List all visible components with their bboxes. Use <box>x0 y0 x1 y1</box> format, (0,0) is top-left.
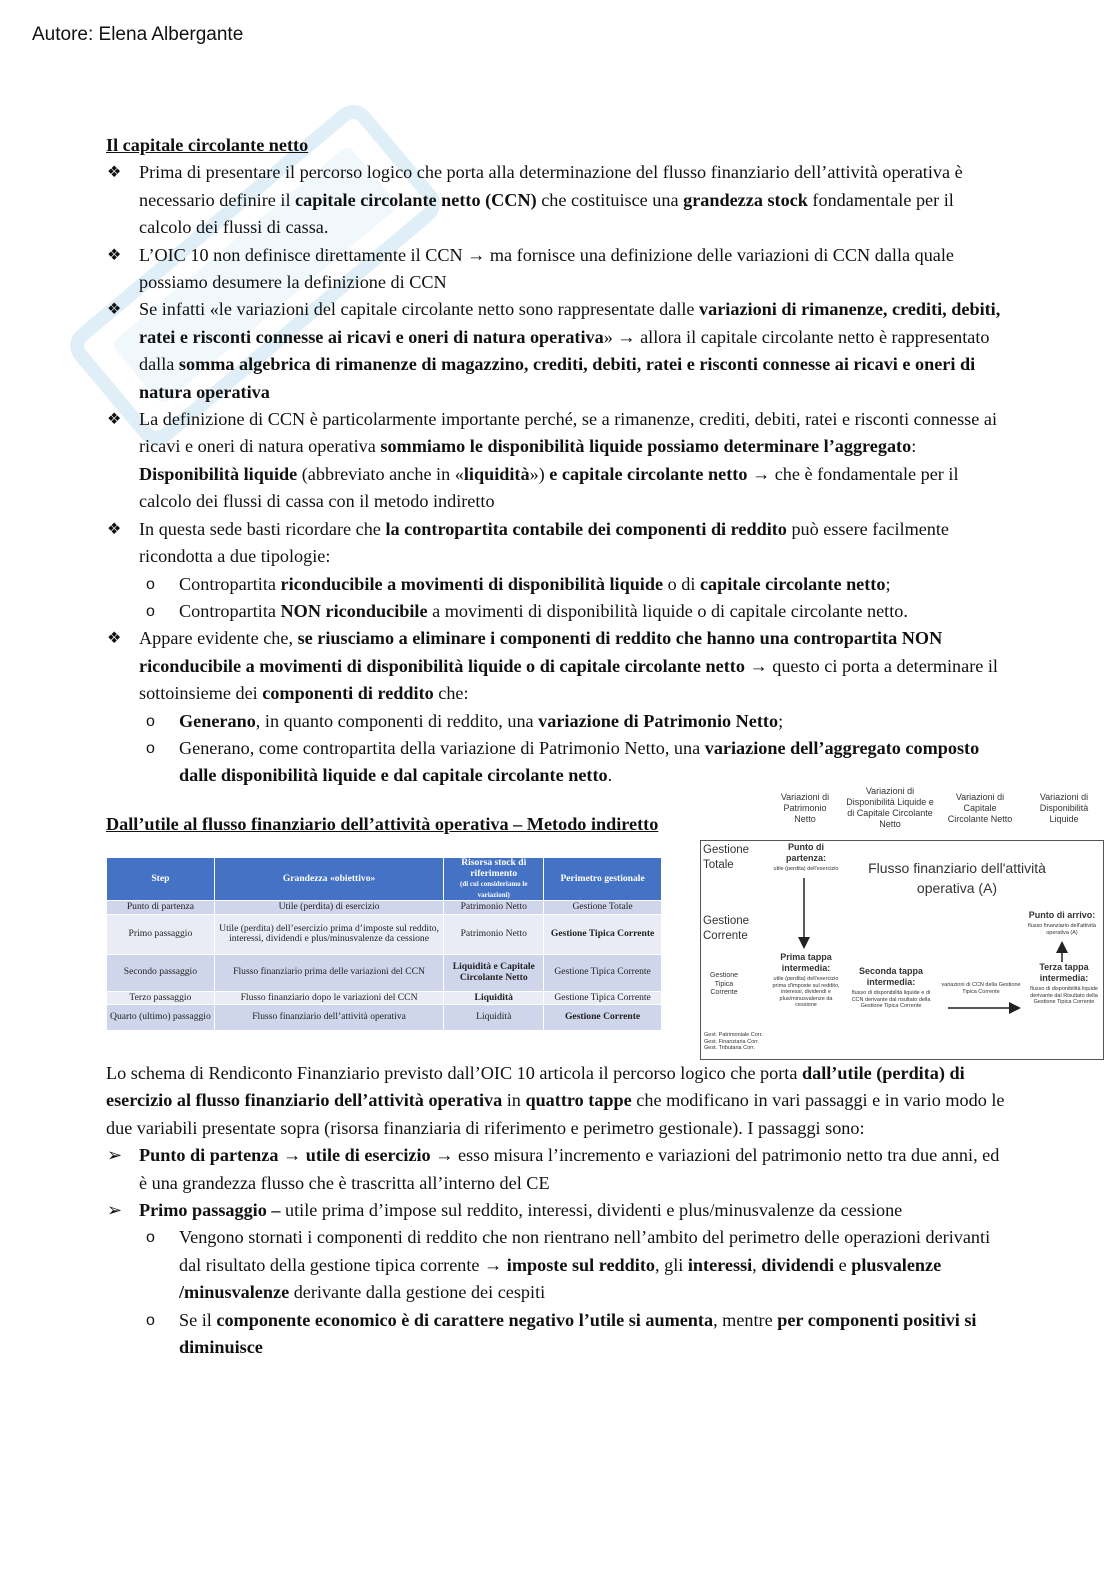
table-row: Secondo passaggio Flusso finanziario prima delle variazioni del CCN Liquidità e Capitale Circolante Netto Gestione Tipica Corrente <box>107 954 662 991</box>
steps-table <box>106 857 662 1031</box>
sub-item: o Vengono stornati i componenti di reddito che non rientrano nell’ambito del perimetro delle operazioni derivanti dal risultato della gestione tipica corrente → imposte sul reddito, gli interessi, dividendi e plusvalenze /minusvalenze derivante dalla gestione dei cespiti <box>139 1224 1006 1306</box>
flow-diagram <box>700 786 1104 1060</box>
diagram-title: Flusso finanziario dell'attività operativa (A) <box>868 860 1046 896</box>
sub-item: o Contropartita NON riconducibile a movimenti di disponibilità liquide o di capitale circolante netto. <box>139 598 1006 625</box>
var-ccn-label: variazioni di CCN della Gestione Tipica Corrente <box>941 982 1021 995</box>
step-item: ➢ Punto di partenza → utile di esercizio → esso misura l’incremento e variazioni del patrimonio netto tra due anni, ed è una grandezza flusso che è trascritta all’interno del CE <box>106 1142 1006 1197</box>
sub-list <box>139 1224 1006 1361</box>
diagram-col-header: Variazioni di Capitale Circolante Netto <box>947 792 1013 824</box>
diagram-col-header: Variazioni di Disponibilità Liquide <box>1039 792 1089 824</box>
table-row: Primo passaggio Utile (perdita) dell’esercizio prima d’imposte sul reddito, interessi, dividendi e plus/minusvalenze da cessione Patrimonio Netto Gestione Tipica Corrente <box>107 914 662 954</box>
sub-item: o Contropartita riconducibile a movimenti di disponibilità liquide o di capitale circolante netto; <box>139 571 1006 598</box>
gtc-label: Gestione Tipica Corrente <box>709 972 739 996</box>
section-passaggi <box>106 1060 1006 1361</box>
third-step-title: Terza tappa intermedia: <box>1039 962 1089 983</box>
other-gestioni: Gest. Patrimoniale Corr. Gest. Finanziaria Corr. Gest. Tributaria Corr. <box>704 1032 763 1051</box>
sub-item: o Generano, come contropartita della variazione di Patrimonio Netto, una variazione dell’aggregato composto dalle disponibilità liquide e dal capitale circolante netto. <box>139 735 1006 790</box>
bullet-item: ❖ Se infatti «le variazioni del capitale circolante netto sono rappresentate dalle variazioni di rimanenze, crediti, debiti, ratei e risconti connesse ai ricavi e oneri di natura operativa» → allora il capitale circolante netto è rappresentato dalla somma algebrica di rimanenze di magazzino, crediti, debiti, ratei e risconti connesse ai ricavi e oneri di natura operativa <box>106 296 1006 406</box>
start-title: Punto di partenza: <box>785 842 826 863</box>
diagram-arrows <box>700 786 1104 1060</box>
table-row: Terzo passaggio Flusso finanziario dopo le variazioni del CCN Liquidità Gestione Tipica Corrente <box>107 991 662 1005</box>
table-header-row <box>107 858 662 901</box>
table-row: Quarto (ultimo) passaggio Flusso finanziario dell’attività operativa Liquidità Gestione Corrente <box>107 1005 662 1031</box>
end-sub: flusso finanziario dell'attività operativa (A) <box>1027 923 1096 936</box>
diagram-col-header: Variazioni di Patrimonio Netto <box>780 792 830 824</box>
first-step-title: Prima tappa intermedia: <box>780 952 832 973</box>
header-risorsa: Risorsa stock di riferimento (di cui consideriamo le variazioni) <box>444 858 544 901</box>
second-step-sub: flusso di disponibilità liquide e di CCN derivante dal risultato della Gestione Tipica Corrente <box>851 990 931 1009</box>
bullet-item: ❖ Prima di presentare il percorso logico che porta alla determinazione del flusso finanziario dell’attività operativa è necessario definire il capitale circolante netto (CCN) che costituisce una grandezza stock fondamentale per il calcolo dei flussi di cassa. <box>106 159 1006 241</box>
sub-item: o Se il componente economico è di carattere negativo l’utile si aumenta, mentre per componenti positivi si diminuisce <box>139 1307 1006 1362</box>
end-title: Punto di arrivo: <box>1028 910 1096 920</box>
step-item: ➢ Primo passaggio – utile prima d’impose sul reddito, interessi, dividenti e plus/minusvalenze da cessione o Vengono stornati i componenti di reddito che non rientrano nell’ambito del perimetro delle operazioni derivanti dal risultato della gestione tipica corrente → imposte sul reddito, gli interessi, dividendi e plusvalenze /minusvalenze derivante dalla gestione dei cespiti o Se il componente economico è di carattere negativo l’utile si aumenta, mentre per componenti positivi si diminuisce <box>106 1197 1006 1361</box>
sub-list <box>139 708 1006 790</box>
sub-item: o Generano, in quanto componenti di reddito, una variazione di Patrimonio Netto; <box>139 708 1006 735</box>
first-step-sub: utile (perdita) dell'esercizio prima d'imposte sul reddito, interessi, dividendi e plus/minusvalenze da cessione <box>772 976 840 1008</box>
bullet-item: ❖ La definizione di CCN è particolarmente importante perché, se a rimanenze, crediti, debiti, ratei e risconti connesse ai ricavi e oneri di natura operativa sommiamo le disponibilità liquide possiamo determinare l’aggregato: Disponibilità liquide (abbreviato anche in «liquidità») e capitale circolante netto → che è fondamentale per il calcolo dei flussi di cassa con il metodo indiretto <box>106 406 1006 516</box>
diagram-row-label: Gestione Corrente <box>703 915 750 942</box>
author-line: Autore: Elena Albergante <box>32 24 244 45</box>
bullet-item: ❖ Appare evidente che, se riusciamo a eliminare i componenti di reddito che hanno una contropartita NON riconducibile a movimenti di disponibilità liquide o di capitale circolante netto → questo ci porta a determinare il sottoinsieme dei componenti di reddito che: o Generano, in quanto componenti di reddito, una variazione di Patrimonio Netto; o Generano, come contropartita della variazione di Patrimonio Netto, una variazione dell’aggregato composto dalle disponibilità liquide e dal capitale circolante netto. <box>106 625 1006 789</box>
passaggi-list <box>106 1142 1006 1361</box>
sub-list <box>139 571 1006 626</box>
third-step-sub: flusso di disponibilità liquide derivante dal Risultato della Gestione Tipica Corrente <box>1030 986 1098 1005</box>
header-step: Step <box>107 858 215 901</box>
bullet-item: ❖ L’OIC 10 non definisce direttamente il CCN → ma fornisce una definizione delle variazioni di CCN dalla quale possiamo desumere la definizione di CCN <box>106 242 1006 297</box>
start-sub: utile (perdita) dell'esercizio <box>773 866 839 872</box>
second-step-title: Seconda tappa intermedia: <box>858 966 923 987</box>
header-perimetro: Perimetro gestionale <box>544 858 662 901</box>
section-title-ccn: Il capitale circolante netto <box>106 135 309 155</box>
bullet-item: ❖ In questa sede basti ricordare che la contropartita contabile dei componenti di reddito può essere facilmente ricondotta a due tipologie: o Contropartita riconducibile a movimenti di disponibilità liquide o di capitale circolante netto; o Contropartita NON riconducibile a movimenti di disponibilità liquide o di capitale circolante netto. <box>106 516 1006 626</box>
section-ccn <box>106 132 1006 790</box>
table-row: Punto di partenza Utile (perdita) di esercizio Patrimonio Netto Gestione Totale <box>107 901 662 915</box>
ccn-bullet-list <box>106 159 1006 789</box>
passaggi-intro: Lo schema di Rendiconto Finanziario previsto dall’OIC 10 articola il percorso logico che porta dall’utile (perdita) di esercizio al flusso finanziario dell’attività operativa in quattro tappe che modificano in vari passaggi e in vario modo le due variabili presentate sopra (risorsa finanziaria di riferimento e perimetro gestionale). I passaggi sono: <box>106 1063 1005 1138</box>
diagram-col-header: Variazioni di Disponibilità Liquide e di Capitale Circolante Netto <box>846 786 934 829</box>
header-grandezza: Grandezza «obiettivo» <box>214 858 444 901</box>
diagram-row-label: Gestione Totale <box>703 844 750 871</box>
section-title-metodo-indiretto: Dall’utile al flusso finanziario dell’attività operativa – Metodo indiretto <box>106 814 659 834</box>
